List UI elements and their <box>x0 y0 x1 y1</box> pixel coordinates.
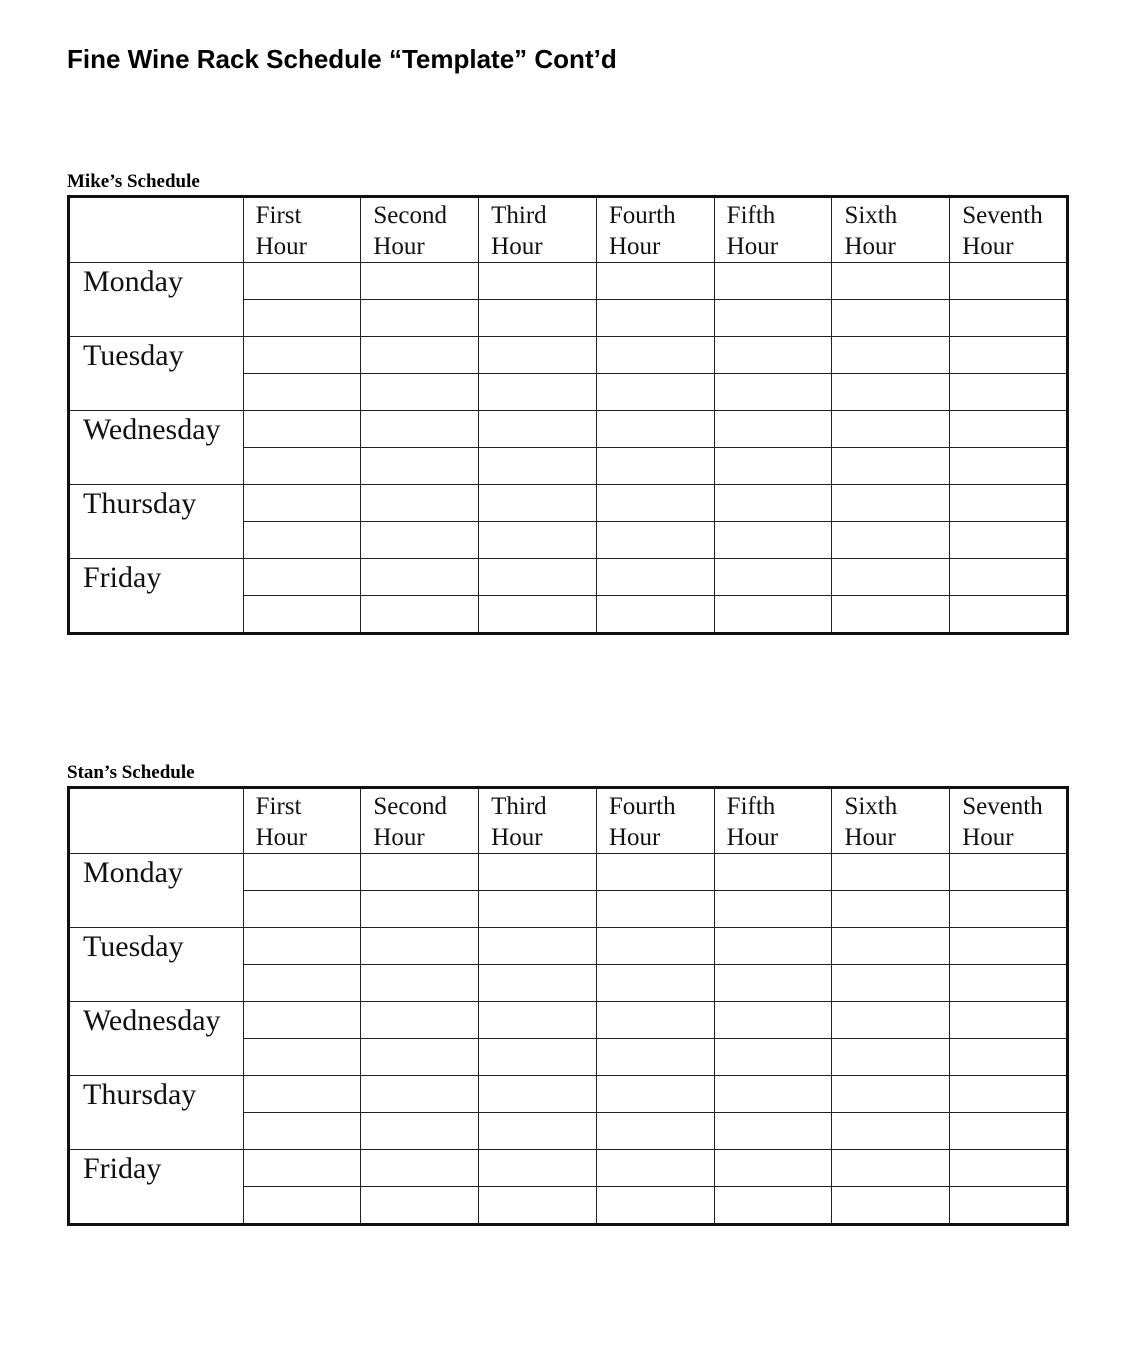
schedule-cell[interactable] <box>714 374 832 411</box>
schedule-label: Stan’s Schedule <box>67 762 195 783</box>
schedule-cell[interactable] <box>714 411 832 448</box>
schedule-cell[interactable] <box>243 891 361 928</box>
schedule-cell[interactable] <box>950 928 1068 965</box>
hour-header <box>832 197 950 263</box>
schedule-cell[interactable] <box>714 854 832 891</box>
schedule-cell[interactable] <box>832 1113 950 1150</box>
hour-word: Hour <box>491 233 543 260</box>
table-row <box>69 928 1068 965</box>
schedule-cell[interactable] <box>243 928 361 965</box>
hour-header <box>596 197 714 263</box>
schedule-cell[interactable] <box>479 1113 597 1150</box>
schedule-cell[interactable] <box>243 965 361 1002</box>
table-row <box>69 1002 1068 1039</box>
hour-header-text <box>597 198 714 262</box>
hour-word: Hour <box>255 824 307 851</box>
hour-header <box>361 788 479 854</box>
schedule-cell[interactable] <box>596 965 714 1002</box>
schedule-table <box>67 195 1069 635</box>
hour-word: Hour <box>373 824 425 851</box>
schedule-cell[interactable] <box>832 891 950 928</box>
day-label: Wednesday <box>69 1002 244 1076</box>
schedule-cell[interactable] <box>243 300 361 337</box>
schedule-cell[interactable] <box>243 411 361 448</box>
hour-ordinal: First <box>255 793 302 820</box>
schedule-cell[interactable] <box>832 337 950 374</box>
schedule-cell[interactable] <box>596 1187 714 1225</box>
hour-header-text <box>244 789 361 853</box>
schedule-cell[interactable] <box>243 374 361 411</box>
schedule-cell[interactable] <box>243 337 361 374</box>
schedule-cell[interactable] <box>596 374 714 411</box>
schedule-cell[interactable] <box>950 1150 1068 1187</box>
schedule-cell[interactable] <box>243 559 361 596</box>
schedule-cell[interactable] <box>479 1002 597 1039</box>
hour-word: Hour <box>608 824 661 851</box>
hour-ordinal: Fourth <box>608 202 676 229</box>
schedule-cell[interactable] <box>361 485 479 522</box>
schedule-cell[interactable] <box>832 1002 950 1039</box>
hour-header <box>832 788 950 854</box>
schedule-cell[interactable] <box>714 522 832 559</box>
schedule-cell[interactable] <box>950 522 1068 559</box>
hour-ordinal: First <box>255 202 302 229</box>
schedule-cell[interactable] <box>950 263 1068 300</box>
schedule-cell[interactable] <box>950 337 1068 374</box>
schedule-cell[interactable] <box>714 559 832 596</box>
schedule-cell[interactable] <box>479 965 597 1002</box>
schedule-cell[interactable] <box>950 1002 1068 1039</box>
schedule-cell[interactable] <box>714 1150 832 1187</box>
schedule-cell[interactable] <box>596 559 714 596</box>
schedule-cell[interactable] <box>361 337 479 374</box>
schedule-cell[interactable] <box>361 891 479 928</box>
day-label: Thursday <box>69 1076 244 1150</box>
schedule-cell[interactable] <box>361 928 479 965</box>
schedule-cell[interactable] <box>714 891 832 928</box>
hour-word: Hour <box>962 233 1014 260</box>
schedule-cell[interactable] <box>950 891 1068 928</box>
schedule-cell[interactable] <box>714 928 832 965</box>
schedule-cell[interactable] <box>243 1039 361 1076</box>
schedule-cell[interactable] <box>714 1187 832 1225</box>
schedule-cell[interactable] <box>361 411 479 448</box>
schedule-cell[interactable] <box>832 965 950 1002</box>
schedule-cell[interactable] <box>479 559 597 596</box>
schedule-cell[interactable] <box>832 411 950 448</box>
schedule-cell[interactable] <box>714 596 832 634</box>
hour-word: Hour <box>844 824 896 851</box>
schedule-cell[interactable] <box>596 928 714 965</box>
corner-cell <box>69 788 244 854</box>
schedule-cell[interactable] <box>479 448 597 485</box>
schedule-cell[interactable] <box>832 854 950 891</box>
header-row <box>69 788 1068 854</box>
corner-cell <box>69 197 244 263</box>
table-row <box>69 485 1068 522</box>
schedule-cell[interactable] <box>950 374 1068 411</box>
schedule-cell[interactable] <box>832 1039 950 1076</box>
hour-word: Hour <box>844 233 896 260</box>
table-row <box>69 559 1068 596</box>
schedule-cell[interactable] <box>243 854 361 891</box>
hour-word: Hour <box>491 824 543 851</box>
schedule-cell[interactable] <box>832 448 950 485</box>
schedule-cell[interactable] <box>243 596 361 634</box>
schedule-cell[interactable] <box>479 522 597 559</box>
schedule-cell[interactable] <box>243 1002 361 1039</box>
schedule-cell[interactable] <box>832 1076 950 1113</box>
schedule-cell[interactable] <box>596 337 714 374</box>
schedule-cell[interactable] <box>596 1039 714 1076</box>
hour-word: Hour <box>726 233 779 260</box>
hour-ordinal: Seventh <box>962 202 1043 229</box>
hour-header-text <box>950 789 1066 853</box>
schedule-cell[interactable] <box>479 263 597 300</box>
schedule-cell[interactable] <box>596 448 714 485</box>
schedule-cell[interactable] <box>479 337 597 374</box>
schedule-cell[interactable] <box>714 263 832 300</box>
day-label: Friday <box>69 1150 244 1225</box>
hour-word: Hour <box>255 233 307 260</box>
schedule-cell[interactable] <box>361 854 479 891</box>
hour-ordinal: Fourth <box>608 793 676 820</box>
schedule-cell[interactable] <box>832 263 950 300</box>
schedule-cell[interactable] <box>361 559 479 596</box>
schedule-cell[interactable] <box>596 522 714 559</box>
schedule-cell[interactable] <box>714 485 832 522</box>
table-row <box>69 411 1068 448</box>
schedule-cell[interactable] <box>596 854 714 891</box>
schedule-cell[interactable] <box>243 1187 361 1225</box>
schedule-cell[interactable] <box>361 448 479 485</box>
schedule-cell[interactable] <box>596 891 714 928</box>
hour-ordinal: Second <box>373 793 447 820</box>
table-row <box>69 1076 1068 1113</box>
schedule-cell[interactable] <box>950 485 1068 522</box>
hour-ordinal: Sixth <box>844 202 898 229</box>
schedule-cell[interactable] <box>479 1150 597 1187</box>
schedule-cell[interactable] <box>950 300 1068 337</box>
schedule-cell[interactable] <box>596 411 714 448</box>
hour-header <box>479 197 597 263</box>
hour-word: Hour <box>962 824 1014 851</box>
hour-ordinal: Third <box>491 793 547 820</box>
schedule-cell[interactable] <box>479 374 597 411</box>
schedule-cell[interactable] <box>361 300 479 337</box>
schedule-cell[interactable] <box>243 485 361 522</box>
schedule-cell[interactable] <box>832 300 950 337</box>
day-label: Wednesday <box>69 411 244 485</box>
schedule-cell[interactable] <box>361 1002 479 1039</box>
schedule-cell[interactable] <box>596 596 714 634</box>
hour-header-text <box>244 198 361 262</box>
hour-header <box>950 788 1068 854</box>
schedule-label: Mike’s Schedule <box>67 171 200 192</box>
table-row <box>69 1150 1068 1187</box>
day-label: Tuesday <box>69 337 244 411</box>
hour-header-text <box>950 198 1066 262</box>
table-row <box>69 854 1068 891</box>
schedule-cell[interactable] <box>361 263 479 300</box>
schedule-cell[interactable] <box>950 596 1068 634</box>
schedule-cell[interactable] <box>950 1076 1068 1113</box>
day-label: Tuesday <box>69 928 244 1002</box>
schedule-cell[interactable] <box>714 1113 832 1150</box>
hour-word: Hour <box>726 824 779 851</box>
schedule-cell[interactable] <box>243 522 361 559</box>
hour-header-text <box>361 198 478 262</box>
schedule-cell[interactable] <box>361 1187 479 1225</box>
schedule-cell[interactable] <box>950 854 1068 891</box>
hour-ordinal: Second <box>373 202 447 229</box>
schedule-cell[interactable] <box>479 1039 597 1076</box>
schedule-cell[interactable] <box>479 485 597 522</box>
schedule-cell[interactable] <box>832 596 950 634</box>
schedule-cell[interactable] <box>714 337 832 374</box>
hour-header <box>243 197 361 263</box>
schedule-cell[interactable] <box>479 411 597 448</box>
page-title: Fine Wine Rack Schedule “Template” Cont’d <box>67 44 617 74</box>
header-row <box>69 197 1068 263</box>
table-row <box>69 263 1068 300</box>
schedule-cell[interactable] <box>950 965 1068 1002</box>
schedule-cell[interactable] <box>479 891 597 928</box>
schedule-cell[interactable] <box>596 485 714 522</box>
schedule-cell[interactable] <box>832 522 950 559</box>
hour-header-text <box>832 789 949 853</box>
hour-header-text <box>479 198 596 262</box>
day-label: Monday <box>69 854 244 928</box>
schedule-cell[interactable] <box>361 1076 479 1113</box>
hour-header <box>950 197 1068 263</box>
hour-ordinal: Sixth <box>844 793 898 820</box>
schedule-cell[interactable] <box>479 596 597 634</box>
schedule-cell[interactable] <box>832 1187 950 1225</box>
schedule-cell[interactable] <box>950 448 1068 485</box>
schedule-cell[interactable] <box>479 300 597 337</box>
schedule-cell[interactable] <box>479 854 597 891</box>
hour-header-text <box>361 789 478 853</box>
schedule-cell[interactable] <box>361 522 479 559</box>
hour-header <box>479 788 597 854</box>
hour-header <box>596 788 714 854</box>
schedule-cell[interactable] <box>714 448 832 485</box>
schedule-cell[interactable] <box>596 1076 714 1113</box>
schedule-cell[interactable] <box>832 559 950 596</box>
schedule-table <box>67 786 1069 1226</box>
day-label: Friday <box>69 559 244 634</box>
schedule-cell[interactable] <box>596 1113 714 1150</box>
schedule-cell[interactable] <box>479 1187 597 1225</box>
schedule-cell[interactable] <box>950 1187 1068 1225</box>
schedule-cell[interactable] <box>832 374 950 411</box>
schedule-cell[interactable] <box>596 263 714 300</box>
hour-word: Hour <box>373 233 425 260</box>
hour-header <box>361 197 479 263</box>
schedule-cell[interactable] <box>243 1076 361 1113</box>
schedule-cell[interactable] <box>832 928 950 965</box>
hour-header-text <box>715 198 832 262</box>
schedule-cell[interactable] <box>714 1076 832 1113</box>
day-label: Monday <box>69 263 244 337</box>
schedule-cell[interactable] <box>714 300 832 337</box>
schedule-cell[interactable] <box>479 1076 597 1113</box>
schedule-cell[interactable] <box>596 1150 714 1187</box>
schedule-cell[interactable] <box>950 559 1068 596</box>
schedule-cell[interactable] <box>950 411 1068 448</box>
schedule-cell[interactable] <box>714 965 832 1002</box>
schedule-cell[interactable] <box>596 1002 714 1039</box>
schedule-cell[interactable] <box>361 1150 479 1187</box>
schedule-cell[interactable] <box>361 596 479 634</box>
schedule-cell[interactable] <box>243 1113 361 1150</box>
schedule-cell[interactable] <box>243 448 361 485</box>
schedule-cell[interactable] <box>714 1002 832 1039</box>
hour-ordinal: Seventh <box>962 793 1043 820</box>
hour-ordinal: Third <box>491 202 547 229</box>
hour-ordinal: Fifth <box>726 793 776 820</box>
schedule-cell[interactable] <box>950 1039 1068 1076</box>
table-row <box>69 337 1068 374</box>
schedule-cell[interactable] <box>714 1039 832 1076</box>
schedule-cell[interactable] <box>596 300 714 337</box>
hour-header-text <box>715 789 832 853</box>
schedule-cell[interactable] <box>479 928 597 965</box>
schedule-cell[interactable] <box>950 1113 1068 1150</box>
hour-header-text <box>479 789 596 853</box>
schedule-cell[interactable] <box>243 263 361 300</box>
hour-header-text <box>832 198 949 262</box>
schedule-cell[interactable] <box>832 1150 950 1187</box>
hour-header <box>714 197 832 263</box>
hour-header <box>243 788 361 854</box>
schedule-cell[interactable] <box>832 485 950 522</box>
hour-word: Hour <box>608 233 661 260</box>
schedule-cell[interactable] <box>361 1039 479 1076</box>
hour-header <box>714 788 832 854</box>
schedule-cell[interactable] <box>361 1113 479 1150</box>
schedule-cell[interactable] <box>361 374 479 411</box>
schedule-cell[interactable] <box>243 1150 361 1187</box>
hour-ordinal: Fifth <box>726 202 776 229</box>
day-label: Thursday <box>69 485 244 559</box>
schedule-cell[interactable] <box>361 965 479 1002</box>
hour-header-text <box>597 789 714 853</box>
